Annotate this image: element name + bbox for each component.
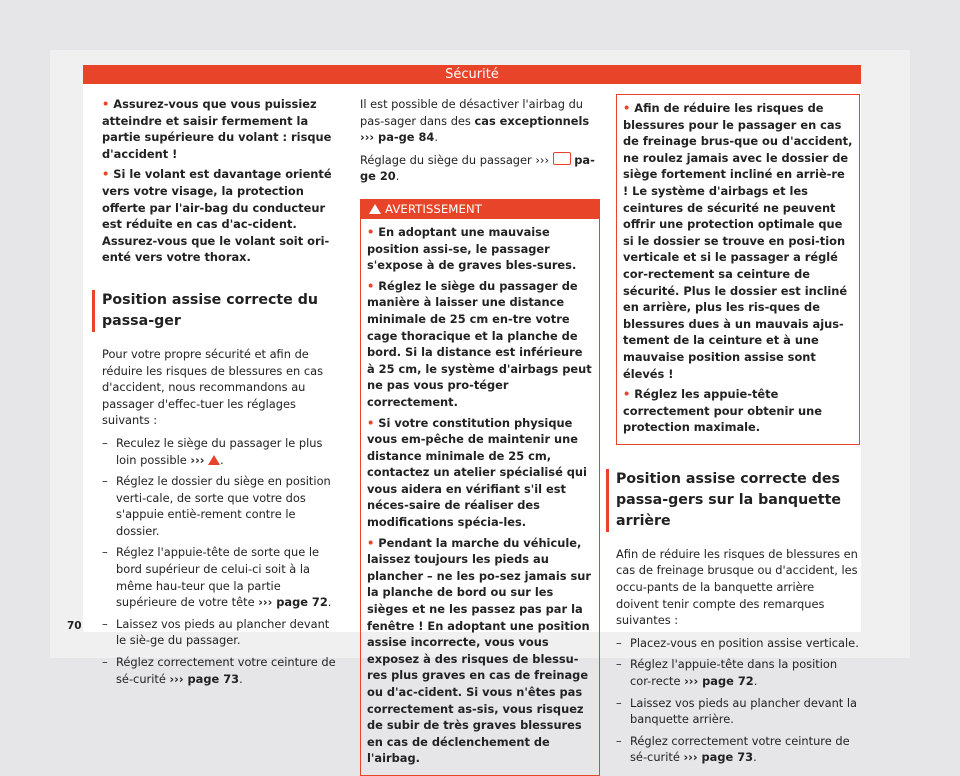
bullet-text: Réglez les appuie-tête correctement pour obtenir une protection maximale. <box>623 387 822 435</box>
bullet-dot: • <box>367 224 379 239</box>
punctuation: . <box>753 674 758 689</box>
warning-body <box>361 219 599 775</box>
bullet-dot: • <box>102 97 114 111</box>
warning-triangle-icon <box>208 455 220 465</box>
bullet-text: Pendant la marche du véhicule, laissez toujours les pieds au plancher – ne les po-sez jamais sur la planche de bord ou sur les sièges et ne les passez pas par la fenêtre ! En adoptant une position assise incorrecte, vous vous exposez à des risques de blessu-res plus graves en cas de freinage ou d'ac-cident. Si vous n'êtes pas correctement as-sis, vous risquez de subir de très graves blessures en cas de déclenchement de l'airbag. <box>367 535 591 766</box>
page-number: 70 <box>67 620 82 632</box>
paragraph-text: Il est possible de désactiver l'airbag du pas-sager dans des <box>360 97 584 128</box>
list-item-text: Reculez le siège du passager le plus loin possible <box>116 435 323 467</box>
bullet-text: Si votre constitution physique vous em-pêche de maintenir une distance minimale de 25 cm, contactez un atelier spécialisé qui vous aidera en vérifiant s'il est néces-saire de réaliser des modifications spécia-les. <box>367 415 587 530</box>
list-item: – Laissez vos pieds au plancher devant le siè-ge du passager. <box>102 616 330 648</box>
paragraph-text: Réglage du siège du passager ››› <box>360 152 550 167</box>
list-item: – Laissez vos pieds au plancher devant la banquette arrière. <box>616 695 858 727</box>
list-item: – Placez-vous en position assise verticale. <box>616 635 859 650</box>
bullet-dot: • <box>367 278 379 293</box>
list-item-text: Réglez l'appuie-tête de sorte que le bord supérieur de celui-ci soit à la même hau-teur que la partie supérieure de votre tête <box>116 545 320 610</box>
list-item-text: Réglez correctement votre ceinture de sé-curité <box>630 733 850 765</box>
cross-reference-link[interactable]: ››› page 73 <box>683 750 754 765</box>
warning-bullet <box>367 224 593 274</box>
list-item: – Reculez le siège du passager le plus loin possible ››› . <box>102 435 323 467</box>
list-item: – Réglez le dossier du siège en position verti-cale, de sorte que votre dos s'appuie entiè-rement contre le dossier. <box>102 474 331 538</box>
list-item-text: Laissez vos pieds au plancher devant la banquette arrière. <box>630 695 858 727</box>
seat-icon <box>553 152 571 165</box>
cross-reference-link[interactable]: ››› <box>190 452 205 467</box>
list-item-text: Réglez l'appuie-tête dans la position cor-recte <box>630 657 838 689</box>
bullet-text: Assurez-vous que vous puissiez atteindre et saisir fermement la partie supérieure du volant : risque d'accident ! <box>102 97 332 161</box>
bullet-text: Réglez le siège du passager de manière à laisser une distance minimale de 25 cm en-tre votre cage thoracique et la planche de bord. Si la distance est inférieure à 25 cm, le système d'airbags peut ne pas vous pro-téger correctement. <box>367 278 592 409</box>
cross-reference-link[interactable]: ››› page 73 <box>169 671 240 686</box>
punctuation: . <box>753 750 757 765</box>
bullet-dot: • <box>367 415 379 430</box>
warning-bullet <box>102 96 338 162</box>
bullet-dot: • <box>367 535 379 550</box>
punctuation: . <box>239 671 243 686</box>
warning-bullet <box>102 166 338 266</box>
list-item: – Réglez correctement votre ceinture de sé-curité ››› page 73. <box>616 733 850 765</box>
cross-reference-link[interactable]: ››› page 72 <box>684 674 754 689</box>
warning-bullet <box>367 535 593 767</box>
airbag-paragraph <box>360 96 600 146</box>
cross-reference-link[interactable]: cas exceptionnels ››› pa-ge 84 <box>360 113 590 145</box>
punctuation: . <box>395 169 400 184</box>
bullet-text: En adoptant une mauvaise position assi-se, le passager s'expose à de graves bles-sures. <box>367 224 577 273</box>
column-middle <box>360 96 600 776</box>
bullet-text: Si le volant est davantage orienté vers votre visage, la protection offerte par l'air-bag du conducteur est réduite en cas d'ac-cident. Assurez-vous que le volant soit ori-enté vers votre thorax. <box>102 167 332 265</box>
warning-triangle-icon <box>369 204 381 214</box>
warning-bullet <box>367 415 593 531</box>
section-header: Sécurité <box>83 65 861 84</box>
list-item: – Réglez correctement votre ceinture de sé-curité ››› page 73. <box>102 655 336 686</box>
warning-bullet <box>623 386 853 436</box>
cross-reference-link[interactable]: pa-ge 20 <box>360 152 595 184</box>
seat-adjust-paragraph <box>360 152 600 185</box>
bullet-dot: • <box>623 387 635 402</box>
punctuation: . <box>327 595 332 610</box>
bullet-dot: • <box>102 167 114 182</box>
intro-paragraph: Afin de réduire les risques de blessures en cas de freinage brusque ou d'accident, les occu-pants de la banquette arrière doivent tenir compte des remarques suivantes : <box>616 546 858 628</box>
list-item-text: Placez-vous en position assise verticale. <box>630 635 859 650</box>
list-item-text: Laissez vos pieds au plancher devant le siè-ge du passager. <box>116 616 330 648</box>
section-title: Position assise correcte du passa-ger <box>92 290 338 332</box>
bullet-dot: • <box>623 101 635 115</box>
list-item: – Réglez l'appuie-tête dans la position cor-recte ››› page 72. <box>616 657 838 689</box>
column-right <box>616 96 860 771</box>
column-left <box>102 96 338 692</box>
punctuation: . <box>434 130 438 145</box>
bullet-text: Afin de réduire les risques de blessures pour le passager en cas de freinage brus-que ou d'accident, ne roulez jamais avec le dossier de siège fortement incliné en arriè-re ! Le système d'airbags et les ceintures de sécurité ne peuvent offrir une protection optimale que si le dossier se trouve en posi-tion verticale et si le passager a réglé cor-rectement sa ceinture de sécurité. Plus le dossier est incliné en arrière, plus les ris-ques de blessures dues à un mauvais ajus-tement de la ceinture et à une mauvaise position assise sont élevés ! <box>623 101 853 381</box>
warning-header <box>361 200 599 219</box>
warning-bullet <box>367 278 593 411</box>
warning-bullet <box>623 100 853 382</box>
list-item: – Réglez l'appuie-tête de sorte que le bord supérieur de celui-ci soit à la même hau-teur que la partie supérieure de votre tête ››› page 72. <box>102 545 332 610</box>
list-item-text: Réglez le dossier du siège en position verti-cale, de sorte que votre dos s'appuie entiè-rement contre le dossier. <box>116 474 331 538</box>
cross-reference-link[interactable]: ››› page 72 <box>258 595 328 610</box>
warning-title: AVERTISSEMENT <box>385 201 482 216</box>
section-title: Position assise correcte des passa-gers sur la banquette arrière <box>606 469 860 532</box>
list-item-text: Réglez correctement votre ceinture de sé-curité <box>116 655 336 686</box>
warning-box-continued <box>616 94 860 445</box>
warning-box <box>360 199 600 776</box>
intro-paragraph: Pour votre propre sécurité et afin de réduire les risques de blessures en cas d'accident, nous recommandons au passager d'effec-tuer les réglages suivants : <box>102 346 324 428</box>
